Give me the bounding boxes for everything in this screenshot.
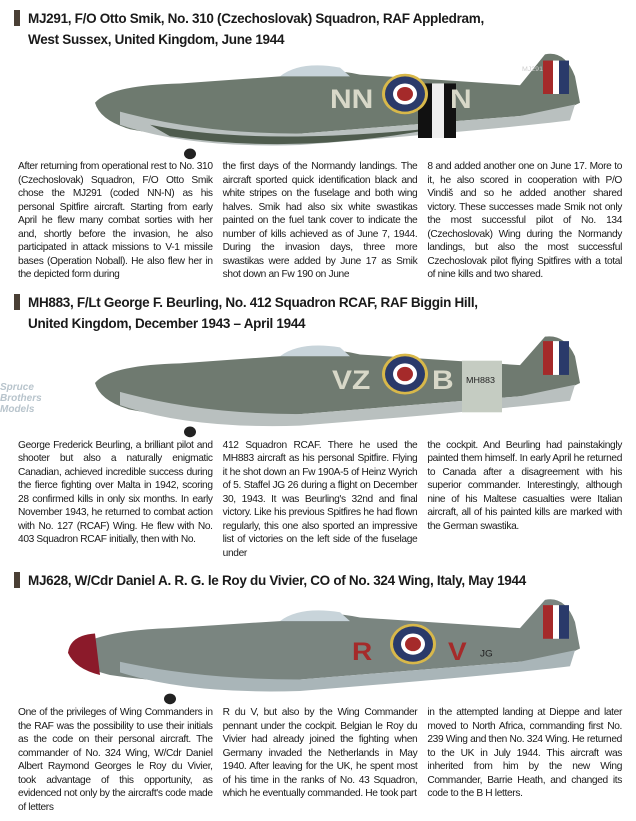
- paragraph: R du V, but also by the Wing Commander pennant under the cockpit. Belgian le Roy du Vivier had already joined the fighting when Germany invaded the Netherlands in May 1940. After leaving for the UK, he spent most of his time in the ranks of No. 43 Squadron, which he eventually commanded. He took part: [222, 707, 418, 799]
- code-left: R: [351, 637, 373, 666]
- aircraft-profile-1-wrap: [0, 50, 636, 160]
- profile-2-title: [14, 292, 624, 334]
- code-right: B: [431, 365, 454, 396]
- serial: MH883: [466, 374, 495, 385]
- aircraft-profile-3-wrap: [0, 591, 636, 706]
- paragraph: George Frederick Beurling, a brilliant pilot and shooter but also a naturally enigmatic Canadian, achieved incredible success during the fierce fighting over Malta in 1942, scoring 28 confirmed kills in only six months. In early November 1943, he returned to combat action with No. 127 (RCAF) Wing. He flew with No. 403 Squadron RCAF initially, then with No.: [18, 439, 213, 545]
- profile-1-title: [14, 8, 624, 50]
- title-line: MJ291, F/O Otto Smik, No. 310 (Czechoslovak) Squadron, RAF Appledram,: [28, 11, 484, 26]
- serial: JG: [480, 648, 493, 660]
- code-left: NN: [330, 83, 374, 114]
- code-right: V: [447, 637, 467, 666]
- paragraph: 8 and added another one on June 17. More to it, he also scored in cooperation with P/O Vindiš and so he added another shared victory. These successes made Smik not only the most successful pilot of No. 134 (Czechoslovak) Wing during the Normandy landings, but also the most successful Czechoslovak pilot flying Spitfires with a total of nine kills and two shared.: [427, 161, 623, 280]
- profile-3: [0, 570, 636, 814]
- paragraph: 412 Squadron RCAF. There he used the MH883 aircraft as his personal Spitfire. Flying it he shot down an Fw 190A-5 of Heinz Wyrich of 5. Staffel JG 26 during a flight on December 30, 1943. It was Beurling's 32nd and final victory. Like his previous Spitfires he had flown regularly, this one also sported an impressive list of victories on the left side of the fuselage under: [222, 439, 418, 559]
- code-right: N: [450, 83, 472, 114]
- title-line: MJ628, W/Cdr Daniel A. R. G. le Roy du Vivier, CO of No. 324 Wing, Italy, May 1944: [28, 573, 526, 588]
- paragraph: the cockpit. And Beurling had painstakingly painted them himself. In early April he returned to Canada after a disagreement with his superior commander. Interestingly, although nine of his Maltese casualties were Italian aircraft, all of his painted kills are marked with the German swastika.: [427, 439, 623, 532]
- paragraph: the first days of the Normandy landings. The aircraft sported quick identification black and white stripes on the fuselage and both wing halves. Smik had also six white swastikas painted on the fuel tank cover to indicate the number of kills achieved as of June 7, 1944. During the invasion days, three more swastikas were added by June 17 as Smik shot down an Fw 190 on June: [222, 161, 418, 280]
- profile-2-text: [18, 439, 622, 561]
- aircraft-profile-1: [0, 50, 636, 160]
- title-marker: [14, 10, 20, 26]
- title-marker: [14, 294, 20, 310]
- aircraft-profile-2: [0, 334, 636, 439]
- profile-1-text: [18, 160, 622, 282]
- aircraft-profile-3: [0, 591, 636, 706]
- profile-2: [0, 292, 636, 561]
- profile-3-title: [14, 570, 624, 591]
- watermark: Spruce Brothers Models: [0, 381, 42, 415]
- profile-1: [0, 8, 636, 282]
- title-marker: [14, 572, 20, 588]
- paragraph: After returning from operational rest to No. 310 (Czechoslovak) Squadron, F/O Otto Smik chose the MJ291 (coded NN-N) as his personal Spitfire aircraft. Starting from early April he flew many combat sorties with her and, shortly before the invasion, he also participated in attack missions to V-1 missile bases (Operation Noball). He also flew her in the depicted form during: [18, 161, 213, 280]
- title-line: United Kingdom, December 1943 – April 1944: [28, 315, 306, 331]
- title-line: West Sussex, United Kingdom, June 1944: [28, 32, 285, 47]
- paragraph: One of the privileges of Wing Commanders in the RAF was the possibility to use their initials as the code on their personal aircraft. The commander of No. 324 Wing, W/Cdr Daniel Albert Raymond Georges le Roy du Vivier, took advantage of this opportunity, as evidenced not only by the aircraft's code made of letters: [18, 707, 213, 813]
- title-line: MH883, F/Lt George F. Beurling, No. 412 Squadron RCAF, RAF Biggin Hill,: [28, 294, 478, 310]
- serial: MJ291: [522, 66, 543, 73]
- code-left: VZ: [332, 365, 371, 396]
- profile-3-text: [18, 706, 622, 814]
- paragraph: in the attempted landing at Dieppe and later moved to North Africa, commanding first No. 239 Wing and then No. 324 Wing. He returned to the UK in July 1944. This aircraft was inherited from him by the new Wing Commander, Barrie Heath, and changed its code to the B H letters.: [427, 707, 623, 799]
- aircraft-profile-2-wrap: [0, 334, 636, 439]
